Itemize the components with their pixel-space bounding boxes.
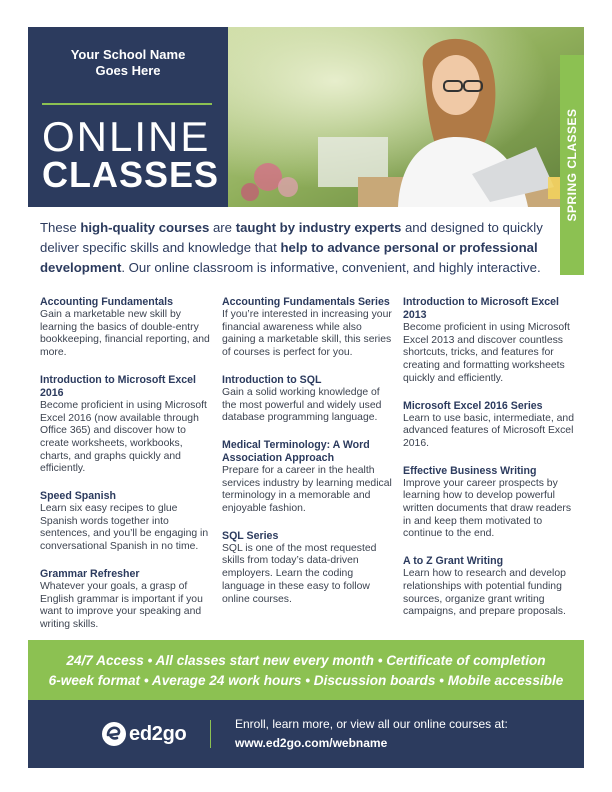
season-label: SPRING CLASSES: [565, 108, 579, 222]
title-divider: [42, 103, 212, 105]
course-title: Microsoft Excel 2016 Series: [403, 399, 543, 412]
course-title: Effective Business Writing: [403, 464, 537, 477]
course-column-2: [222, 296, 394, 620]
course-item: [403, 296, 575, 386]
school-name-line1: Your School Name: [70, 47, 186, 62]
course-title: SQL Series: [222, 529, 279, 542]
features-line-1: 24/7 Access • All classes start new every month • Certificate of completion: [66, 653, 546, 668]
course-item: [222, 530, 394, 607]
title-classes: CLASSES: [42, 154, 220, 195]
school-name-line2: Goes Here: [95, 63, 161, 78]
course-description: If you’re interested in increasing your financial awareness while also gaining a marketable skill, this series of courses is perfect for you.: [222, 309, 392, 359]
course-title: Grammar Refresher: [40, 567, 140, 580]
course-title: Introduction to Microsoft Excel 2016: [40, 373, 196, 399]
intro-emphasis: high-quality courses: [80, 220, 210, 235]
course-item: [40, 296, 212, 360]
course-description: Prepare for a career in the health services industry by learning medical terminology in a memorable and enjoyable fashion.: [222, 464, 392, 515]
intro-emphasis: taught by industry experts: [235, 220, 402, 235]
course-item: [40, 374, 212, 476]
course-title: Introduction to SQL: [222, 373, 322, 386]
course-item: [40, 490, 212, 554]
course-item: [403, 400, 575, 451]
course-item: [222, 374, 394, 425]
course-column-1: [40, 296, 212, 646]
hero-banner: [28, 27, 584, 207]
course-description: Learn how to research and develop relationships with potential funding sources, organize grant writing campaigns, and prepare proposals.: [403, 568, 566, 618]
intro-text: and designed to quickly deliver specific skills and knowledge that: [40, 220, 543, 255]
hero-photo: [228, 27, 584, 207]
course-item: [40, 568, 212, 632]
course-item: [403, 555, 575, 619]
hero-title-panel: [28, 27, 228, 207]
features-band: [28, 640, 584, 700]
footer-url-link[interactable]: www.ed2go.com/webname: [235, 736, 388, 750]
features-line-2: 6-week format • Average 24 work hours • Discussion boards • Mobile accessible: [48, 673, 564, 688]
course-description: Gain a marketable new skill by learning the basics of double-entry bookkeeping, financial reporting, and more.: [40, 309, 210, 359]
ed2go-logo[interactable]: [102, 722, 186, 746]
footer-cta: Enroll, learn more, or view all our online courses at:: [235, 717, 508, 731]
course-description: Whatever your goals, a grasp of English grammar is important if you want to improve your speaking and writing skills.: [40, 580, 203, 630]
school-name: [28, 47, 228, 79]
course-item: [222, 439, 394, 516]
course-title: Introduction to Microsoft Excel 2013: [403, 296, 559, 321]
woman-at-laptop-photo: [228, 27, 584, 207]
course-title: Accounting Fundamentals Series: [222, 296, 390, 308]
intro-text: . Our online classroom is informative, convenient, and highly interactive.: [121, 260, 541, 275]
course-description: SQL is one of the most requested skills from today’s data-driven employers. Learn the coding language in these easy to follow online courses.: [222, 542, 377, 605]
footer-divider: [210, 720, 211, 748]
course-title: Accounting Fundamentals: [40, 296, 174, 308]
ed2go-wordmark: ed2go: [129, 722, 187, 745]
course-title: Medical Terminology: A Word Association Approach: [222, 438, 370, 464]
ed2go-logo-mark-icon: [102, 722, 126, 746]
course-title: Speed Spanish: [40, 490, 116, 503]
footer: [28, 700, 584, 768]
course-description: Become proficient in using Microsoft Excel 2013 and discover countless shortcuts, tricks, and features for creating and formatting worksheets quickly and efficiently.: [403, 322, 570, 384]
title-online: ONLINE: [42, 113, 211, 160]
intro-text: are: [209, 220, 236, 235]
course-title: A to Z Grant Writing: [403, 555, 504, 568]
course-description: Gain a solid working knowledge of the most powerful and widely used database programming language.: [222, 386, 382, 424]
course-description: Become proficient in using Microsoft Excel 2016 (now available through Office 365) and discover how to create worksheets, workbooks, charts, and graphs quickly and efficiently.: [40, 399, 207, 475]
course-description: Improve your career prospects by learning how to develop powerful written documents that draw readers in and keep them motivated to continue to the end.: [403, 477, 572, 540]
course-column-3: [403, 296, 575, 633]
course-description: Learn six easy recipes to glue Spanish words together into sentences, and you’ll be engaging in conversational Spanish in no time.: [40, 503, 209, 553]
course-item: [222, 296, 394, 360]
course-item: [403, 465, 575, 542]
intro-text: These: [40, 220, 81, 235]
course-description: Learn to use basic, intermediate, and advanced features of Microsoft Excel 2016.: [403, 412, 574, 449]
intro-emphasis: help to advance personal or professional development: [40, 240, 538, 275]
intro-paragraph: [40, 218, 552, 278]
